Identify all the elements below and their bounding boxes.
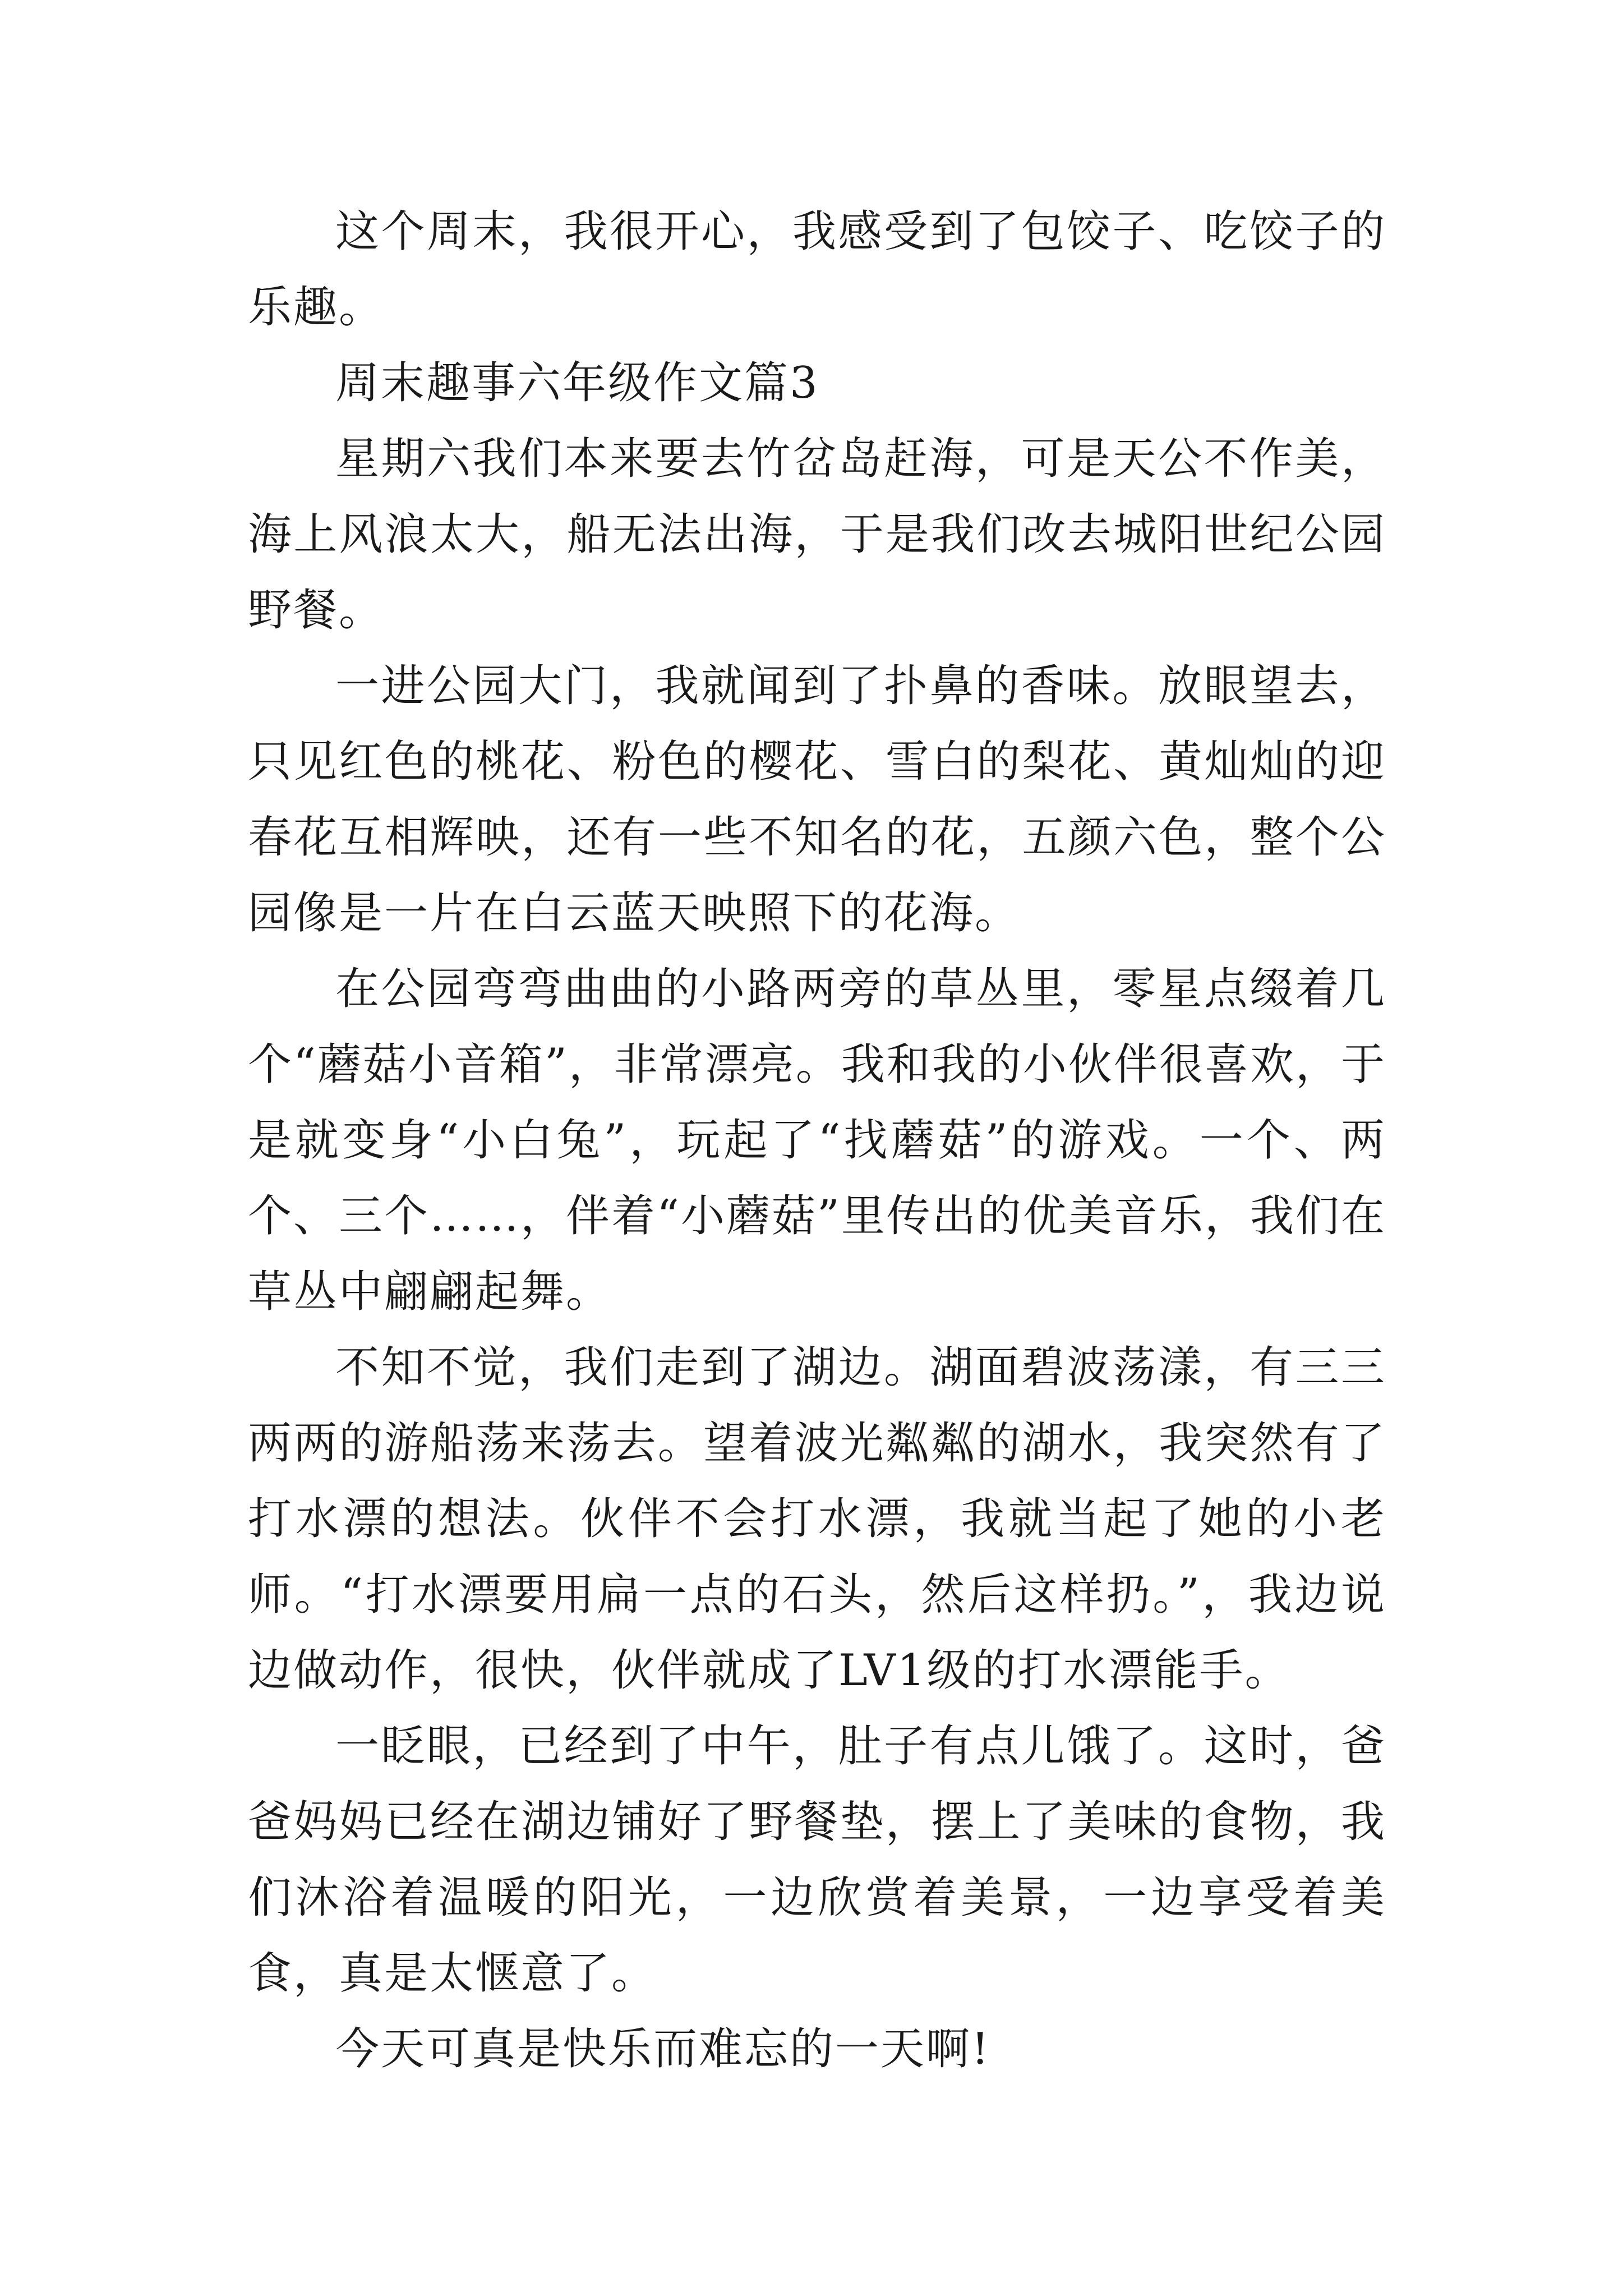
document-body	[248, 194, 1386, 2087]
section-heading: 周末趣事六年级作文篇3	[335, 358, 819, 408]
paragraph-picnic: 一眨眼，已经到了中午，肚子有点儿饿了。这时，爸爸妈妈已经在湖边铺好了野餐垫，摆上了美味的食物，我们沐浴着温暖的阳光，一边欣赏着美景，一边享受着美食，真是太惬意了。	[248, 1721, 1386, 1999]
paragraph-lake: 不知不觉，我们走到了湖边。湖面碧波荡漾，有三三两两的游船荡来荡去。望着波光粼粼的湖水，我突然有了打水漂的想法。伙伴不会打水漂，我就当起了她的小老师。“打水漂要用扁一点的石头，然后这样扔。”，我边说边做动作，很快，伙伴就成了LV1级的打水漂能手。	[248, 1342, 1386, 1696]
paragraph-closing-previous: 这个周末，我很开心，我感受到了包饺子、吃饺子的乐趣。	[248, 206, 1386, 333]
paragraph-intro: 星期六我们本来要去竹岔岛赶海，可是天公不作美，海上风浪太大，船无法出海，于是我们改去城阳世纪公园野餐。	[248, 434, 1386, 636]
paragraph-park-flowers: 一进公园大门，我就闻到了扑鼻的香味。放眼望去，只见红色的桃花、粉色的樱花、雪白的梨花、黄灿灿的迎春花互相辉映，还有一些不知名的花，五颜六色，整个公园像是一片在白云蓝天映照下的花海。	[248, 661, 1386, 938]
paragraph-conclusion: 今天可真是快乐而难忘的一天啊!	[335, 2024, 991, 2074]
paragraph-mushroom-game: 在公园弯弯曲曲的小路两旁的草丛里，零星点缀着几个“蘑菇小音箱”，非常漂亮。我和我的小伙伴很喜欢，于是就变身“小白兔”，玩起了“找蘑菇”的游戏。一个、两个、三个……，伴着“小蘑菇”里传出的优美音乐，我们在草丛中翩翩起舞。	[248, 964, 1386, 1317]
